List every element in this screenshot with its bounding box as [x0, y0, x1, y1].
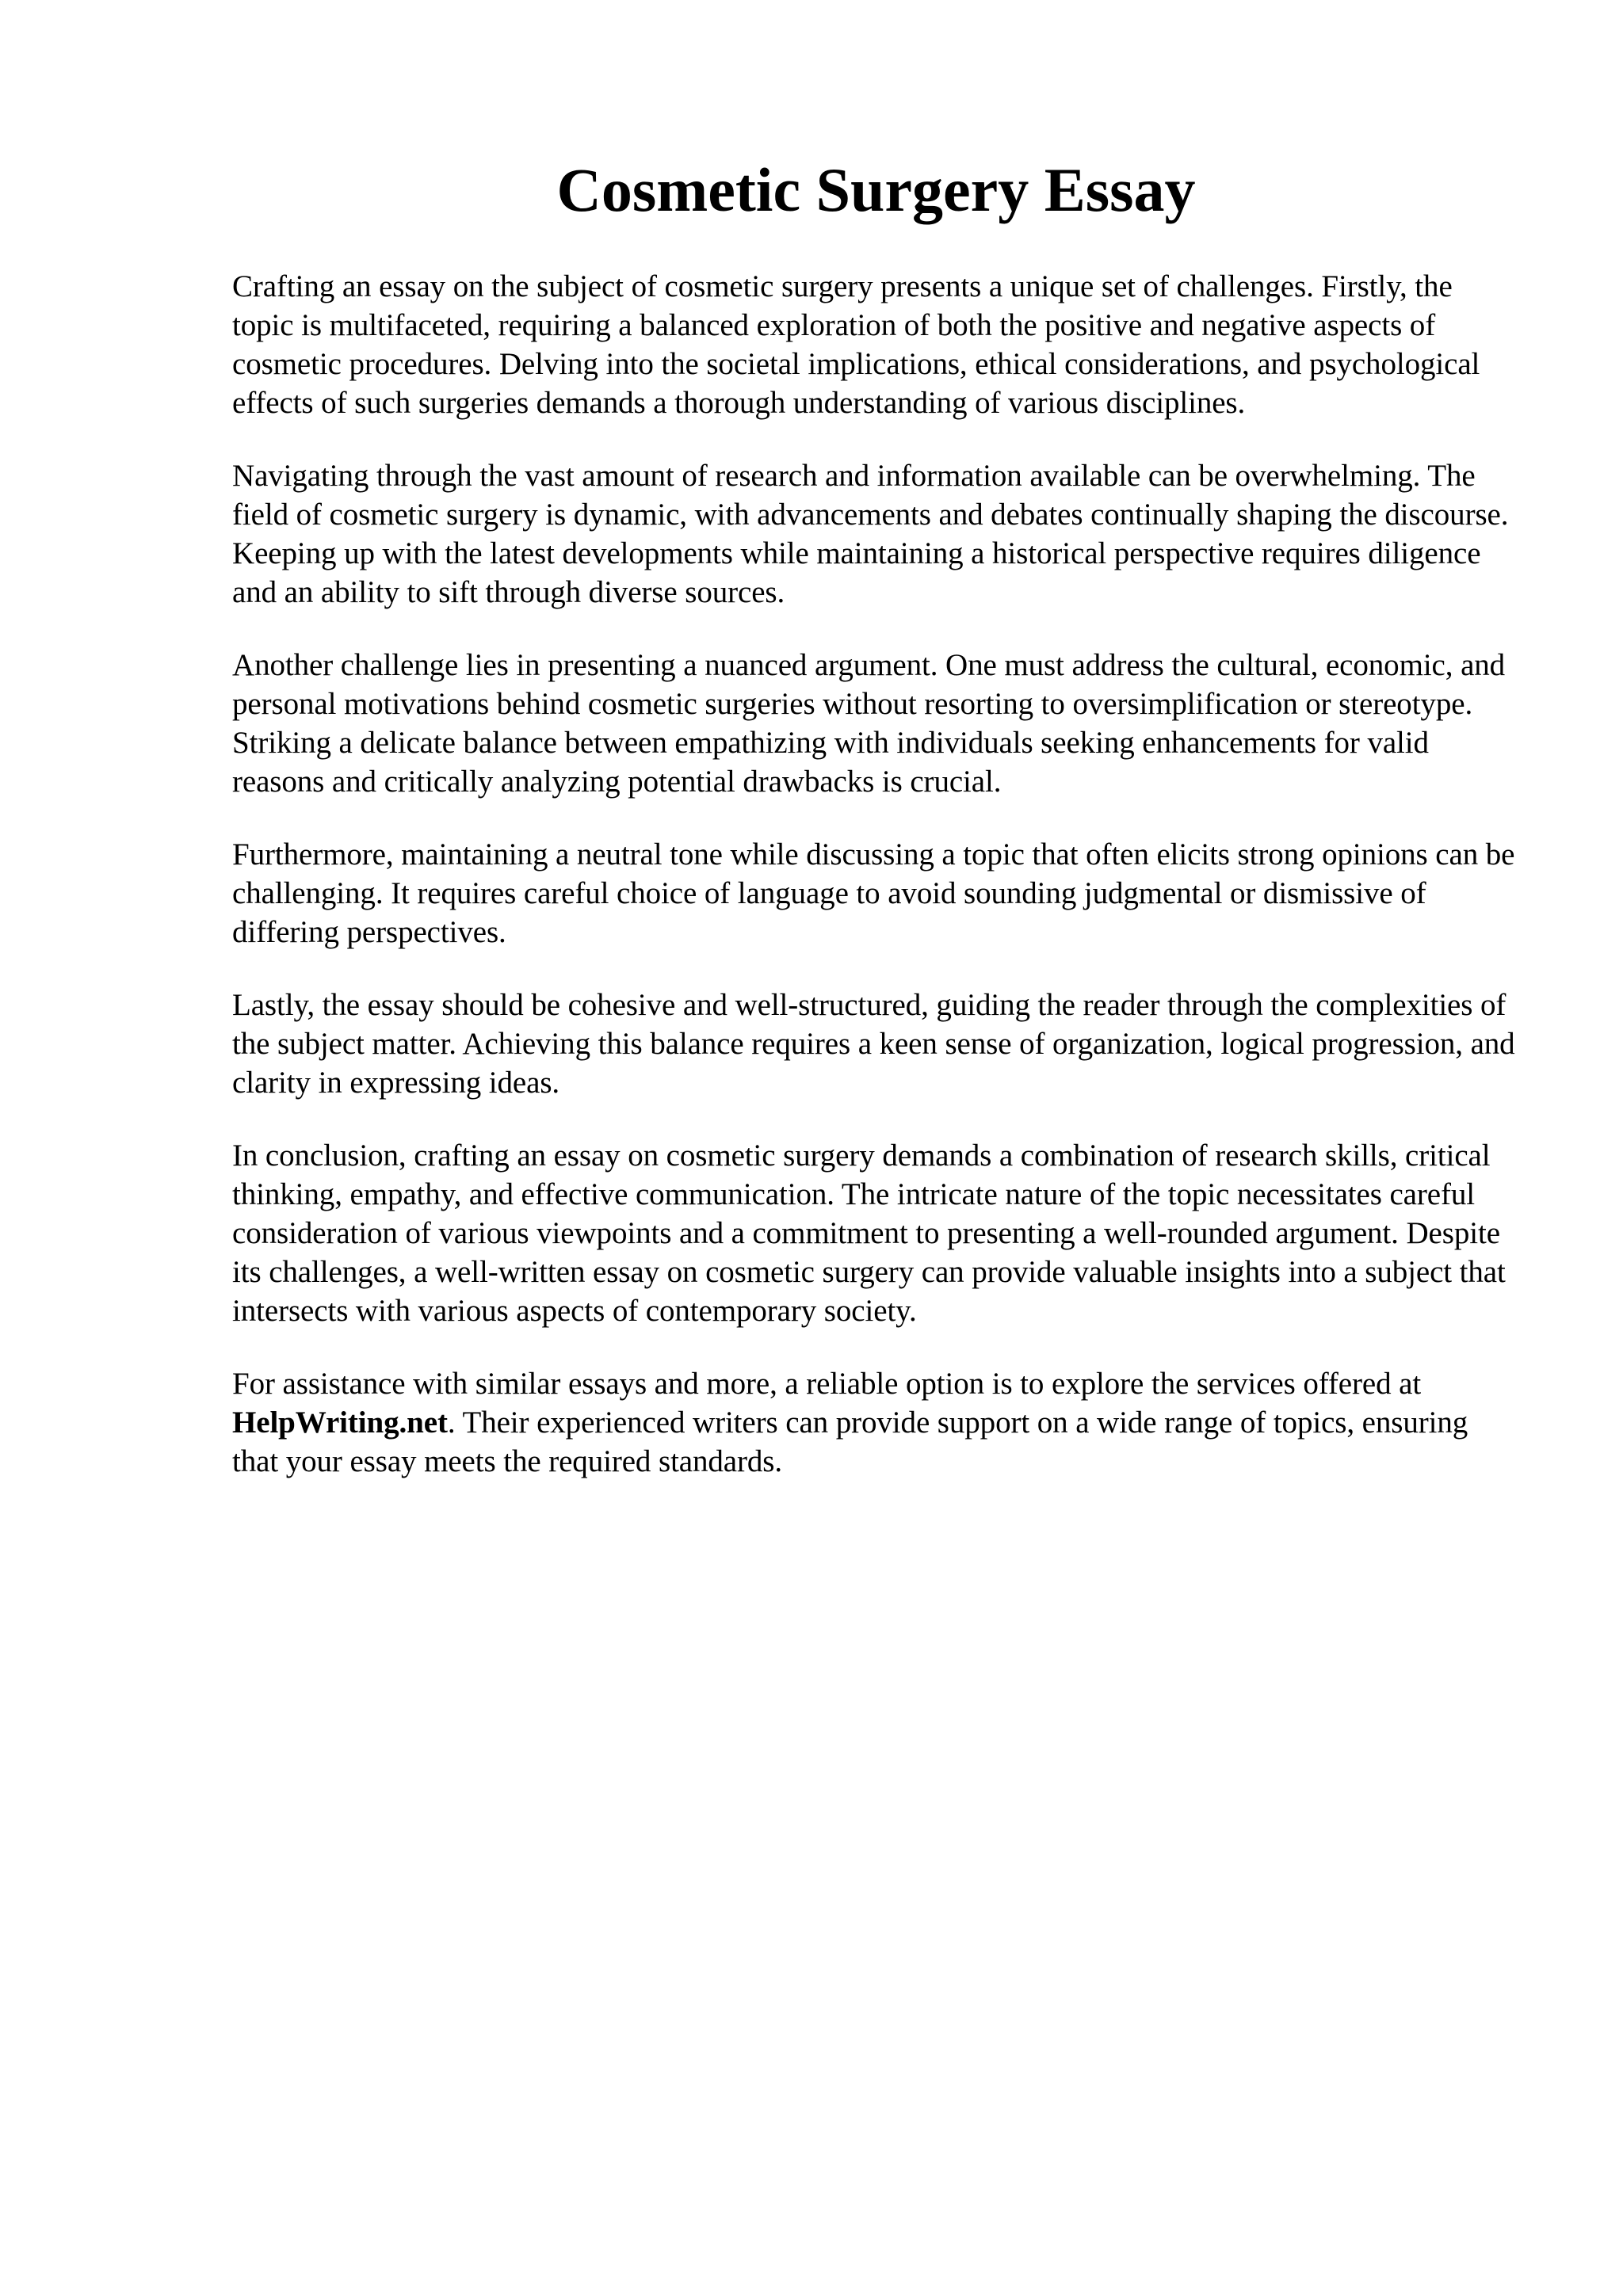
paragraph-introduction: Crafting an essay on the subject of cosmetic surgery presents a unique set of challenges. Firstly, the topic is multifaceted, requiring a balanced exploration of both the positive and negative aspects of cosmetic procedures. Delving into the societal implications, ethical considerations, and psychological effects of such surgeries demands a thorough understanding of various disciplines.: [232, 269, 1480, 420]
helpwriting-link-text: HelpWriting.net: [232, 1405, 448, 1440]
paragraph-research: Navigating through the vast amount of research and information available can be overwhelming. The field of cosmetic surgery is dynamic, with advancements and debates continually shaping the discourse. Keeping up with the latest developments while maintaining a historical perspective requires diligence and an ability to sift through diverse sources.: [232, 459, 1509, 609]
paragraph-assistance: [232, 1364, 1520, 1481]
paragraph-tone: Furthermore, maintaining a neutral tone while discussing a topic that often elicits strong opinions can be challenging. It requires careful choice of language to avoid sounding judgmental or dismissive of differing perspectives.: [232, 837, 1515, 949]
assistance-text-before: For assistance with similar essays and more, a reliable option is to explore the services offered at: [232, 1367, 1422, 1401]
document-content: [232, 154, 1520, 1515]
paragraph-conclusion: In conclusion, crafting an essay on cosmetic surgery demands a combination of research skills, critical thinking, empathy, and effective communication. The intricate nature of the topic necessitates careful consideration of various viewpoints and a commitment to presenting a well-rounded argument. Despite its challenges, a well-written essay on cosmetic surgery can provide valuable insights into a subject that intersects with various aspects of contemporary society.: [232, 1138, 1506, 1328]
paragraph-argument: Another challenge lies in presenting a nuanced argument. One must address the cultural, economic, and personal motivations behind cosmetic surgeries without resorting to oversimplification or stereotype. Striking a delicate balance between empathizing with individuals seeking enhancements for valid reasons and critically analyzing potential drawbacks is crucial.: [232, 648, 1506, 799]
assistance-text-after: . Their experienced writers can provide support on a wide range of topics, ensuring that your essay meets the required standards.: [232, 1405, 1468, 1478]
paragraph-structure: Lastly, the essay should be cohesive and well-structured, guiding the reader through the complexities of the subject matter. Achieving this balance requires a keen sense of organization, logical progression, and clarity in expressing ideas.: [232, 988, 1515, 1100]
document-title: Cosmetic Surgery Essay: [556, 155, 1196, 224]
